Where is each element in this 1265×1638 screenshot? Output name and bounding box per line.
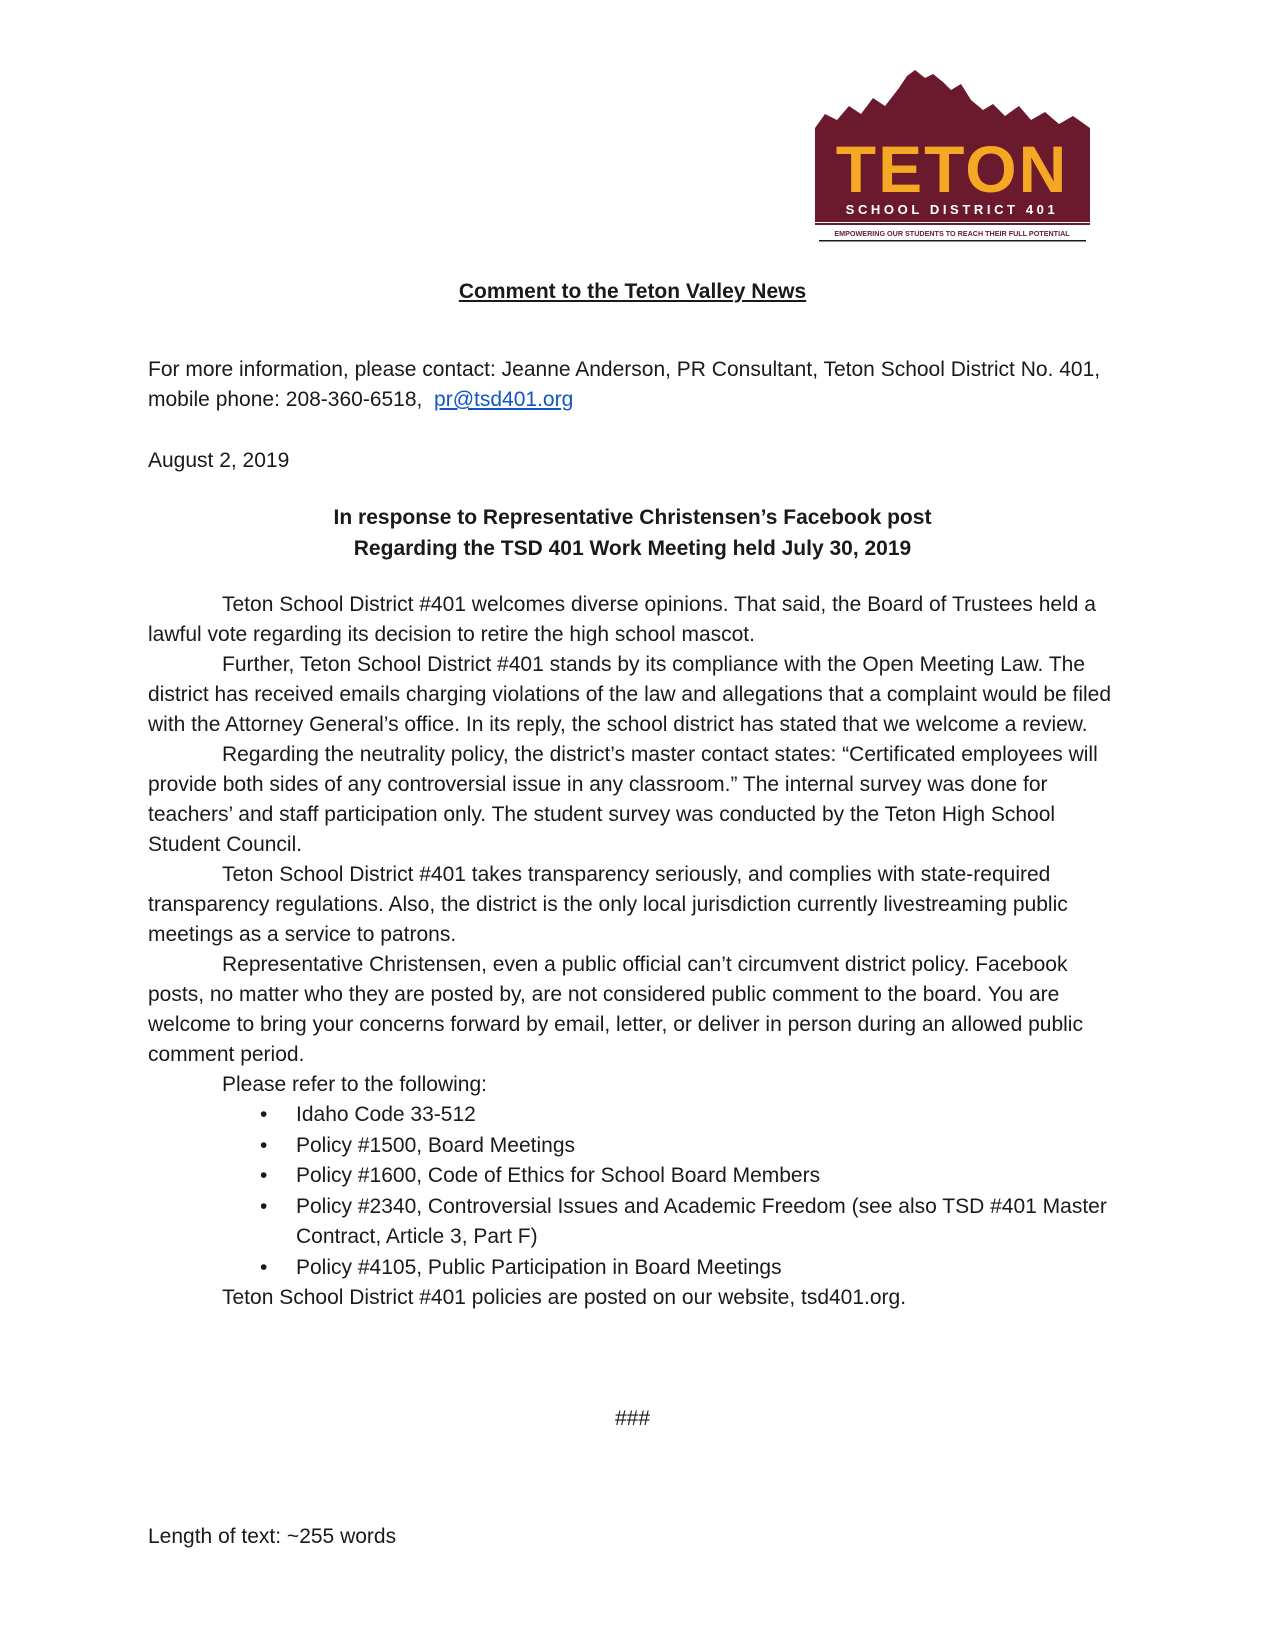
list-item [148,1253,1123,1284]
response-title-line-1: In response to Representative Christensen’s Facebook post [333,506,932,529]
bullet-icon: • [260,1103,268,1126]
closing-line: Teton School District #401 policies are posted on our website, tsd401.org. [222,1286,907,1309]
body-text [148,590,1123,1313]
bullet-icon: • [260,1164,268,1187]
refer-intro: Please refer to the following: [222,1073,487,1096]
page-title: Comment to the Teton Valley News [458,280,807,303]
logo-tagline: EMPOWERING OUR STUDENTS TO REACH THEIR FULL POTENTIAL [834,229,1070,238]
list-item [148,1131,1123,1162]
reference-label: Policy #2340, Controversial Issues and Academic Freedom (see also TSD #401 Master Contract, Article 3, Part F) [296,1194,1107,1248]
document-date: August 2, 2019 [148,449,290,472]
reference-label: Policy #1500, Board Meetings [296,1133,575,1157]
logo-name: TETON [835,132,1069,206]
contact-info [148,355,1108,415]
logo-underline [815,223,1090,225]
reference-label: Policy #1600, Code of Ethics for School Board Members [296,1164,821,1187]
paragraph: Representative Christensen, even a public official can’t circumvent district policy. Facebook posts, no matter who they are posted by, are not considered public comment to the board. You are welcome to bring your concerns forward by email, letter, or deliver in person during an allowed public comment period. [148,953,1083,1066]
bullet-icon: • [260,1194,268,1218]
end-mark: ### [614,1407,651,1430]
contact-text: For more information, please contact: Jeanne Anderson, PR Consultant, Teton School District No. 401, mobile phone: 208-360-6518, [148,358,1101,411]
list-item [148,1100,1123,1131]
length-note: Length of text: ~255 words [148,1525,397,1548]
paragraph: Regarding the neutrality policy, the district’s master contact states: “Certificated employees will provide both sides of any controversial issue in any classroom.” The internal survey was done for teachers’ and staff participation only. The student survey was conducted by the Teton High School Student Council. [148,743,1098,856]
response-title [0,502,1265,564]
reference-list [148,1100,1123,1283]
bullet-icon: • [260,1133,268,1157]
list-item [148,1192,1123,1253]
paragraph: Further, Teton School District #401 stands by its compliance with the Open Meeting Law. The district has received emails charging violations of the law and allegations that a complaint would be filed with the Attorney General’s office. In its reply, the school district has stated that we welcome a review. [148,653,1112,736]
response-title-line-2: Regarding the TSD 401 Work Meeting held July 30, 2019 [353,537,912,560]
logo-tagline-underline [819,240,1086,242]
reference-label: Policy #4105, Public Participation in Board Meetings [296,1255,782,1279]
reference-label: Idaho Code 33-512 [296,1103,476,1126]
logo-subtitle: SCHOOL DISTRICT 401 [845,202,1059,217]
list-item [148,1161,1123,1192]
paragraph: Teton School District #401 welcomes diverse opinions. That said, the Board of Trustees held a lawful vote regarding its decision to retire the high school mascot. [148,593,1096,646]
bullet-icon: • [260,1255,268,1279]
contact-email-link[interactable]: pr@tsd401.org [434,388,574,411]
teton-school-district-logo [815,70,1090,245]
paragraph: Teton School District #401 takes transparency seriously, and complies with state-required transparency regulations. Also, the district is the only local jurisdiction currently livestreaming public meetings as a service to patrons. [148,863,1068,946]
